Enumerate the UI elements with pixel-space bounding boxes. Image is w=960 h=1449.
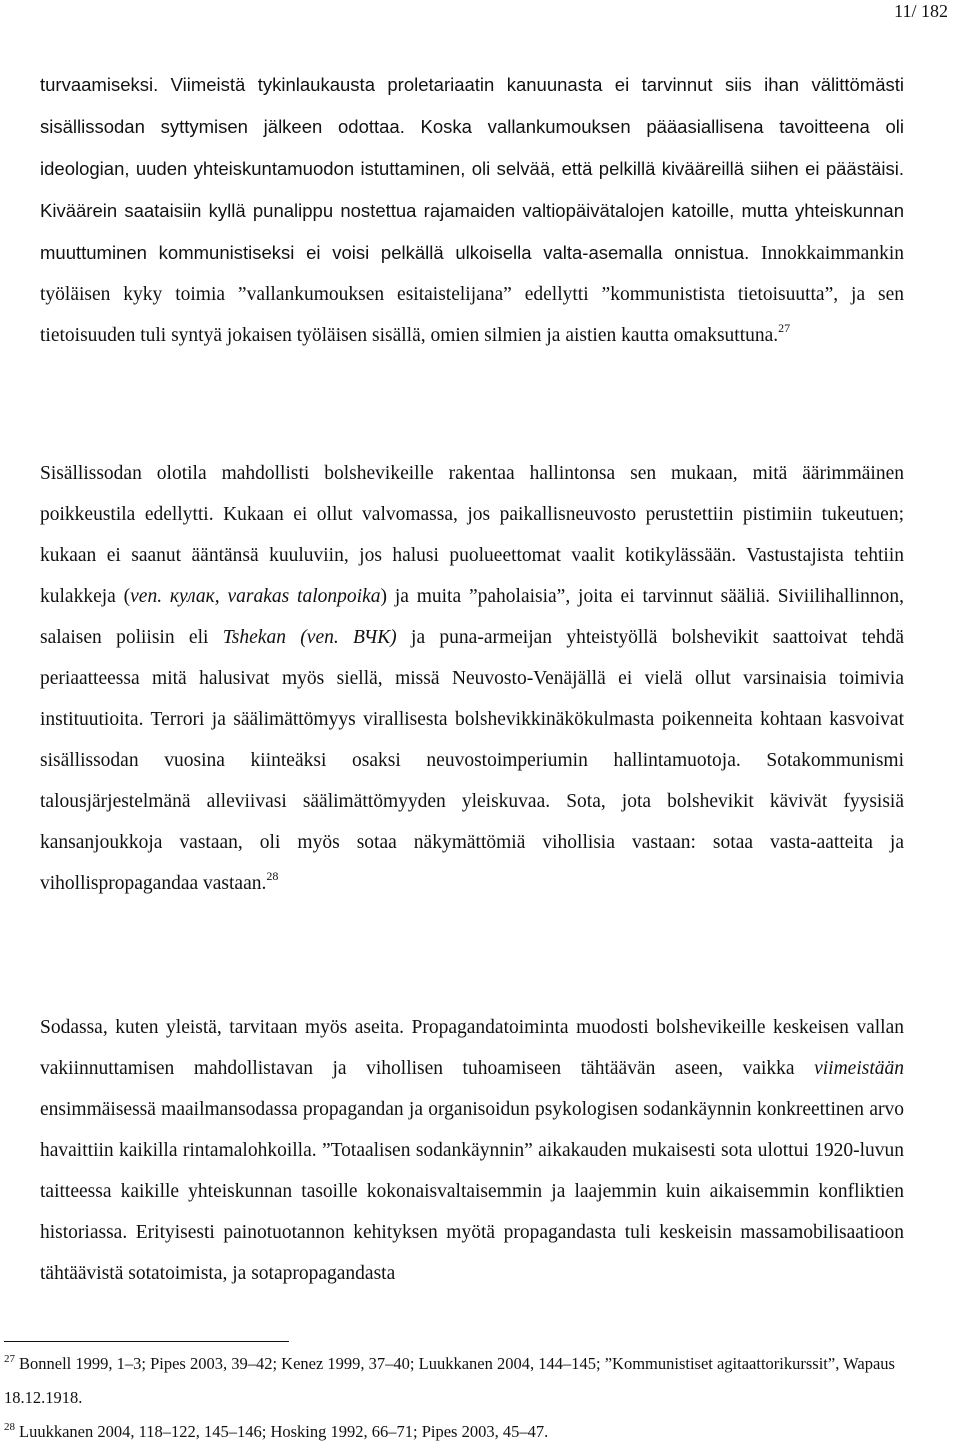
footnote-ref-28[interactable]: 28 xyxy=(266,869,279,883)
paragraph-text-italic: viimeistään xyxy=(814,1058,904,1079)
paragraph-text: Innokkaimmankin työläisen kyky toimia ”vallankumouksen esitaistelijana” edellytti ”kommunistista tietoisuutta”, ja sen tietoisuuden tuli syntyä jokaisen työläisen sisällä, omien silmien ja aistien kautta omaksuttuna. xyxy=(40,243,904,346)
page-number: 11/ 182 xyxy=(894,1,948,21)
paragraph-text: ensimmäisessä maailmansodassa propagandan ja organisoidun psykologisen sodankäynnin konkreettinen arvo havaittiin kaikilla rintamalohkoilla. ”Totaalisen sodankäynnin” aikakauden mukaisesti sota ulottui 1920-luvun taitteessa kaikille yhteiskunnan tasoille kokonaisvaltaisemmin ja laajemmin kuin aikaisemmin konfliktien historiassa. Erityisesti painotuotannon kehityksen myötä propagandasta tuli keskeisin massamobilisaatioon tähtäävistä sotatoimista, ja sotapropagandasta xyxy=(40,1099,904,1284)
paragraph-text: turvaamiseksi. Viimeistä tykinlaukausta proletariaatin kanuunasta ei tarvinnut siis ihan välittömästi sisällissodan syttymisen jälkeen odottaa. Koska vallankumouksen pääasiallisena tavoitteena oli ideologian, uuden yhteiskuntamuodon istuttaminen, oli selvää, että pelkillä kivääreillä siihen ei päästäisi. xyxy=(40,74,904,179)
body-paragraph-2 xyxy=(40,453,904,904)
paragraph-text: ) ja muita ”paholaisia”, joita ei tarvinnut sääliä. Siviilihallinnon, salaisen poliisin eli xyxy=(40,586,905,648)
paragraph-text: ja puna-armeijan yhteistyöllä bolshevikit saattoivat tehdä periaatteessa mitä halusivat myös siellä, missä Neuvosto-Venäjällä ei vielä ollut varsinaisia toimivia instituutioita. Terrori ja säälimättömyys virallisesta bolshevikkinäkökulmasta poikenneita kohtaan kasvoivat sisällissodan vuosina kiinteäksi osaksi neuvostoimperiumin hallintamuotoja. Sotakommunismi talousjärjestelmänä alleviivasi säälimättömyyden yleiskuvaa. Sota, jota bolshevikit kävivät fyysisiä kansanjoukkoja vastaan, oli myös sotaa näkymättömiä vihollisia vastaan: sotaa vasta-aatteita ja vihollispropagandaa vastaan. xyxy=(40,627,904,894)
footnote-divider xyxy=(4,1341,289,1342)
footnote-27 xyxy=(4,1347,904,1415)
paragraph-text-italic: Tshekan (ven. ВЧК) xyxy=(222,627,397,648)
body-paragraph-3 xyxy=(40,1007,904,1294)
footnote-ref-27[interactable]: 27 xyxy=(778,321,791,335)
paragraph-text: Sodassa, kuten yleistä, tarvitaan myös aseita. Propagandatoiminta muodosti bolshevikeille keskeisen vallan vakiinnuttamisen mahdollistavan ja vihollisen tuhoamiseen tähtäävän aseen, vaikka xyxy=(40,1017,904,1079)
footnote-number: 27 xyxy=(4,1353,15,1365)
body-paragraph-1 xyxy=(40,64,904,356)
footnote-number: 28 xyxy=(4,1421,15,1433)
paragraph-text: Kiväärein saataisiin kyllä punalippu nostettua rajamaiden valtiopäivätalojen katoille, mutta yhteiskunnan muuttuminen kommunistiseksi ei voisi pelkällä ulkoisella valta-asemalla onnistua. xyxy=(40,200,904,263)
paragraph-text-italic: ven. кулак, varakas talonpoika xyxy=(130,586,381,607)
footnote-text: Luukkanen 2004, 118–122, 145–146; Hosking 1992, 66–71; Pipes 2003, 45–47. xyxy=(19,1422,549,1441)
paragraph-text: Sisällissodan olotila mahdollisti bolshevikeille rakentaa hallintonsa sen mukaan, mitä äärimmäinen poikkeustila edellytti. Kukaan ei ollut valvomassa, jos paikallisneuvosto perustettiin pistimiin tukeutuen; kukaan ei saanut ääntänsä kuuluviin, jos halusi puolueettomat vaalit kotikylässään. Vastustajista tehtiin kulakkeja ( xyxy=(40,463,904,607)
footnote-text: Bonnell 1999, 1–3; Pipes 2003, 39–42; Kenez 1999, 37–40; Luukkanen 2004, 144–145; ”Kommunistiset agitaattorikurssit”, Wapaus 18.12.1918. xyxy=(4,1354,895,1407)
